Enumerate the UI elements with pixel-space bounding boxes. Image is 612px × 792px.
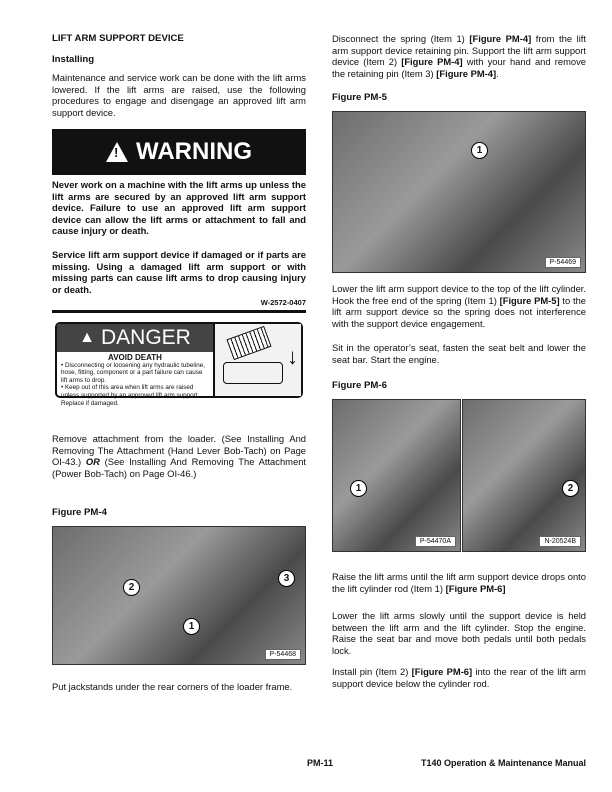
warning-triangle-icon (106, 142, 128, 162)
warning-label: WARNING (136, 138, 252, 165)
figure-tag: P-54469 (545, 257, 581, 268)
danger-bullet: • Keep out of this area when lift arms are raised unless supported by an approved lift arm support. Replace if damaged. (61, 384, 200, 407)
figure-pm5-title: Figure PM-5 (332, 92, 387, 103)
danger-decal (55, 322, 303, 407)
seat-paragraph: Sit in the operator’s seat, fasten the seat belt and lower the seat bar. Start the engine. (332, 342, 586, 365)
figure-pm6-photo-left (332, 399, 461, 552)
divider (52, 310, 306, 313)
callout-2: 2 (562, 480, 579, 497)
figure-tag: P-54468 (265, 649, 301, 660)
callout-1: 1 (183, 618, 200, 635)
down-arrow-icon: ↓ (287, 344, 298, 369)
section-title: LIFT ARM SUPPORT DEVICE (52, 33, 184, 44)
danger-bullet: • Disconnecting or loosening any hydraulic tubeline, hose, fitting, component or a part failure can cause lift arms to drop. (61, 361, 205, 384)
figure-pm6-photo-right (462, 399, 586, 552)
intro-paragraph: Maintenance and service work can be done with the lift arms lowered. If the lift arms are raised, use the following procedures to engage and disengage an approved lift arm support device. (52, 72, 306, 118)
warning-banner (52, 129, 306, 175)
warning-text-1: Never work on a machine with the lift arms up unless the lift arms are secured by an approved lift arm support device. Failure to use an approved lift arm support device can allow the lift arms or attachment to fall and cause injury or death. (52, 179, 306, 237)
warning-text-2: Service lift arm support device if damaged or if parts are missing. Using a damaged lift arm support or with missing parts can cause lift arms to drop causing injury or death. (52, 249, 306, 295)
figure-tag: N-20524B (539, 536, 581, 547)
jackstands-paragraph: Put jackstands under the rear corners of the loader frame. (52, 681, 293, 692)
figure-tag: P-54470A (415, 536, 456, 547)
warning-code: W-2572-0407 (260, 298, 306, 307)
callout-1: 1 (471, 142, 488, 159)
install-pin-paragraph: Install pin (Item 2) [Figure PM-6] into the rear of the lift arm support device below the cylinder rod. (332, 666, 586, 689)
callout-2: 2 (123, 579, 140, 596)
subsection-title: Installing (52, 54, 95, 65)
danger-heading: AVOID DEATH (108, 353, 162, 362)
figure-pm4-photo (52, 526, 306, 665)
figure-pm5-photo (332, 111, 586, 273)
danger-illustration (215, 324, 301, 396)
lower-support-paragraph: Lower the lift arm support device to the top of the lift cylinder. Hook the free end of the spring (Item 1) [Figure PM-5] to the lift arm support device so the spring does not interference with the support device engagement. (332, 283, 587, 329)
danger-label: DANGER (100, 326, 191, 349)
raise-arms-paragraph: Raise the lift arms until the lift arm support device drops onto the lift cylinder rod (Item 1) [Figure PM-6] (332, 571, 586, 594)
danger-triangle-icon: ▲ (79, 329, 95, 346)
lower-arms-paragraph: Lower the lift arms slowly until the support device is held between the lift arm and the lift cylinder. Stop the engine. Raise the seat bar and move both pedals until both pedals lock. (332, 610, 586, 656)
page-number: PM-11 (307, 758, 334, 768)
callout-1: 1 (350, 480, 367, 497)
manual-title: T140 Operation & Maintenance Manual (420, 758, 586, 768)
callout-3: 3 (278, 570, 295, 587)
figure-pm6-title: Figure PM-6 (332, 380, 387, 391)
remove-attachment-paragraph: Remove attachment from the loader. (See Installing And Removing The Attachment (Hand Lever Bob-Tach) on Page OI-43.) OR (See Installing And Removing The Attachment (Power Bob-Tach) on Page OI-46.) (52, 433, 307, 479)
figure-pm4-title: Figure PM-4 (52, 507, 107, 518)
disconnect-spring-paragraph: Disconnect the spring (Item 1) [Figure PM-4] from the lift arm support device retaining pin. Support the lift arm support device (Item 2) [Figure PM-4] with your hand and remove the retaining pin (Item 3) [Figure PM-4]. (332, 33, 586, 79)
